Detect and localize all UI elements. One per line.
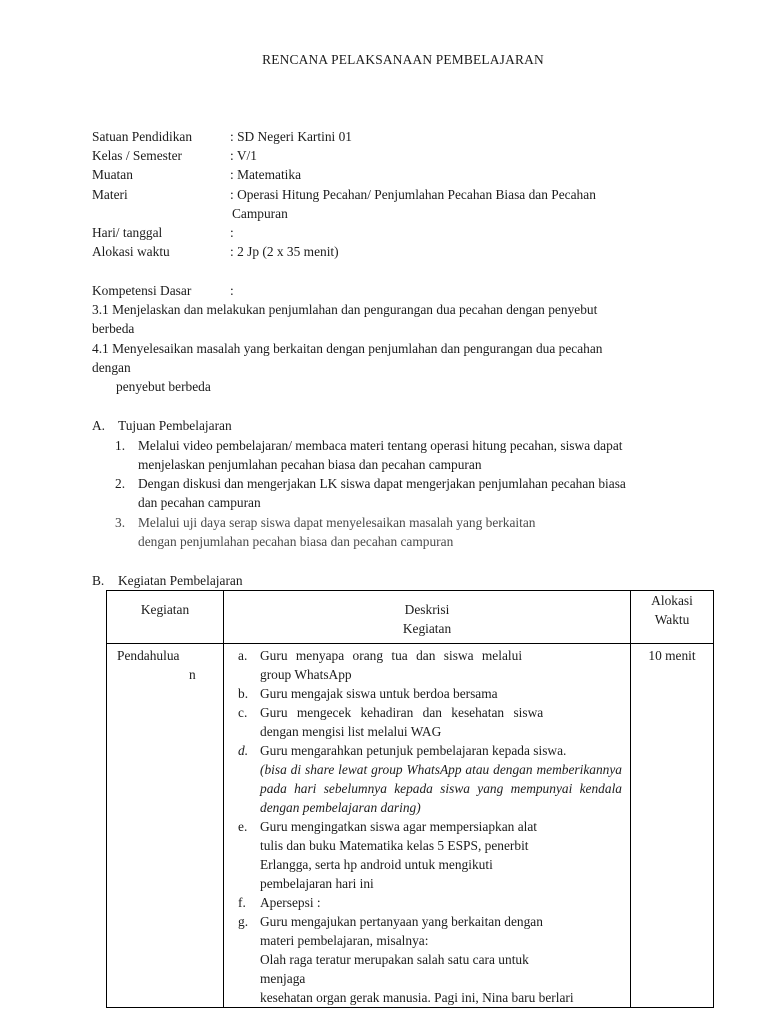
- list-item: [224, 684, 630, 703]
- tujuan-number: 3.: [115, 515, 126, 530]
- section-marker: B.: [92, 573, 105, 588]
- step-marker: e.: [238, 819, 248, 834]
- header-kegiatan: [107, 591, 224, 644]
- step-text: tulis dan buku Matematika kelas 5 ESPS, penerbit: [260, 838, 529, 853]
- kompetensi-label: Kompetensi Dasar: [92, 283, 192, 298]
- list-item: [224, 703, 630, 741]
- header-kegiatan-text: Kegiatan: [140, 602, 190, 617]
- header-alokasi-line2: Waktu: [654, 612, 690, 627]
- label-materi: Materi: [92, 187, 128, 202]
- tujuan-line: menjelaskan penjumlahan pecahan biasa dan pecahan campuran: [138, 457, 482, 472]
- step-text: group WhatsApp: [260, 667, 352, 682]
- step-text: pembelajaran hari ini: [260, 876, 374, 891]
- section-heading: Tujuan Pembelajaran: [118, 418, 232, 433]
- value-materi-cont: Campuran: [232, 206, 288, 221]
- stage-name: Pendahulua: [117, 648, 180, 663]
- value-muatan: : Matematika: [230, 167, 302, 182]
- label-kelas: Kelas / Semester: [92, 148, 182, 163]
- step-text: Guru mengarahkan petunjuk pembelajaran kepada siswa.: [260, 743, 567, 758]
- step-text: Guru menyapa orang tua dan siswa melalui: [260, 648, 523, 663]
- tujuan-line: dan pecahan campuran: [138, 495, 261, 510]
- table-row: [107, 644, 714, 1008]
- tujuan-line: dengan penjumlahan pecahan biasa dan pecahan campuran: [138, 534, 454, 549]
- kompetensi-line: berbeda: [92, 321, 135, 336]
- tujuan-line: Melalui uji daya serap siswa dapat menyelesaikan masalah yang berkaitan: [138, 515, 536, 530]
- header-alokasi: [631, 591, 714, 644]
- tujuan-line: Melalui video pembelajaran/ membaca materi tentang operasi hitung pecahan, siswa dapat: [138, 438, 623, 453]
- time-value: 10 menit: [648, 648, 696, 663]
- step-marker: f.: [238, 895, 246, 910]
- time-cell: [631, 644, 714, 1008]
- list-item: [224, 741, 630, 817]
- step-text: Apersepsi :: [260, 895, 321, 910]
- step-marker: b.: [238, 686, 249, 701]
- value-satuan: : SD Negeri Kartini 01: [230, 129, 352, 144]
- list-item: [224, 817, 630, 893]
- section-heading: Kegiatan Pembelajaran: [118, 573, 243, 588]
- stage-name-cont: n: [189, 667, 196, 682]
- table-header-row: [107, 591, 714, 644]
- tujuan-number: 1.: [115, 438, 126, 453]
- tujuan-line: Dengan diskusi dan mengerjakan LK siswa dapat mengerjakan penjumlahan pecahan biasa: [138, 476, 626, 491]
- step-text: Erlangga, serta hp android untuk mengikuti: [260, 857, 493, 872]
- kegiatan-table: [106, 590, 714, 1008]
- kompetensi-colon: :: [230, 283, 234, 298]
- tujuan-number: 2.: [115, 476, 126, 491]
- kompetensi-line: dengan: [92, 360, 131, 375]
- value-kelas: : V/1: [230, 148, 257, 163]
- label-alokasi: Alokasi waktu: [92, 244, 170, 259]
- kompetensi-line: 4.1 Menyelesaikan masalah yang berkaitan dengan penjumlahan dan pengurangan dua pecahan: [92, 341, 603, 356]
- step-text: Guru mengajak siswa untuk berdoa bersama: [260, 686, 498, 701]
- step-text: kesehatan organ gerak manusia. Pagi ini, Nina baru berlari: [260, 990, 574, 1005]
- value-materi: : Operasi Hitung Pecahan/ Penjumlahan Pecahan Biasa dan Pecahan: [230, 187, 596, 202]
- label-muatan: Muatan: [92, 167, 133, 182]
- label-hari: Hari/ tanggal: [92, 225, 163, 240]
- step-text: dengan mengisi list melalui WAG: [260, 724, 442, 739]
- step-text: Guru mengajukan pertanyaan yang berkaitan dengan: [260, 914, 543, 929]
- list-item: [224, 912, 630, 1007]
- kompetensi-line: 3.1 Menjelaskan dan melakukan penjumlahan dan pengurangan dua pecahan dengan penyebut: [92, 302, 598, 317]
- step-note-italic: (bisa di share lewat group WhatsApp atau dengan memberikannya pada hari sebelumnya kepada siswa yang mempunyai kendala dengan pembelajaran daring): [260, 762, 622, 815]
- list-item: [224, 893, 630, 912]
- steps-list: [224, 644, 630, 1007]
- step-text: Guru mengecek kehadiran dan kesehatan siswa: [260, 705, 544, 720]
- value-hari: :: [230, 225, 234, 240]
- document-title: RENCANA PELAKSANAAN PEMBELAJARAN: [262, 52, 544, 67]
- section-marker: A.: [92, 418, 106, 433]
- step-text: Olah raga teratur merupakan salah satu cara untuk: [260, 952, 529, 967]
- header-deskripsi-line2: Kegiatan: [402, 621, 452, 636]
- step-marker: c.: [238, 705, 248, 720]
- step-marker: g.: [238, 914, 249, 929]
- kompetensi-line: penyebut berbeda: [116, 379, 211, 394]
- step-text: Guru mengingatkan siswa agar mempersiapkan alat: [260, 819, 538, 834]
- label-satuan: Satuan Pendidikan: [92, 129, 193, 144]
- header-deskripsi-line1: Deskrisi: [404, 602, 450, 617]
- step-text: materi pembelajaran, misalnya:: [260, 933, 429, 948]
- list-item: [224, 646, 630, 684]
- step-text: menjaga: [260, 971, 306, 986]
- value-alokasi: : 2 Jp (2 x 35 menit): [230, 244, 339, 259]
- stage-cell: [107, 644, 224, 1008]
- header-alokasi-line1: Alokasi: [651, 593, 693, 608]
- deskripsi-cell: [224, 644, 631, 1008]
- header-deskripsi: [224, 591, 631, 644]
- step-marker: d.: [238, 743, 249, 758]
- step-marker: a.: [238, 648, 248, 663]
